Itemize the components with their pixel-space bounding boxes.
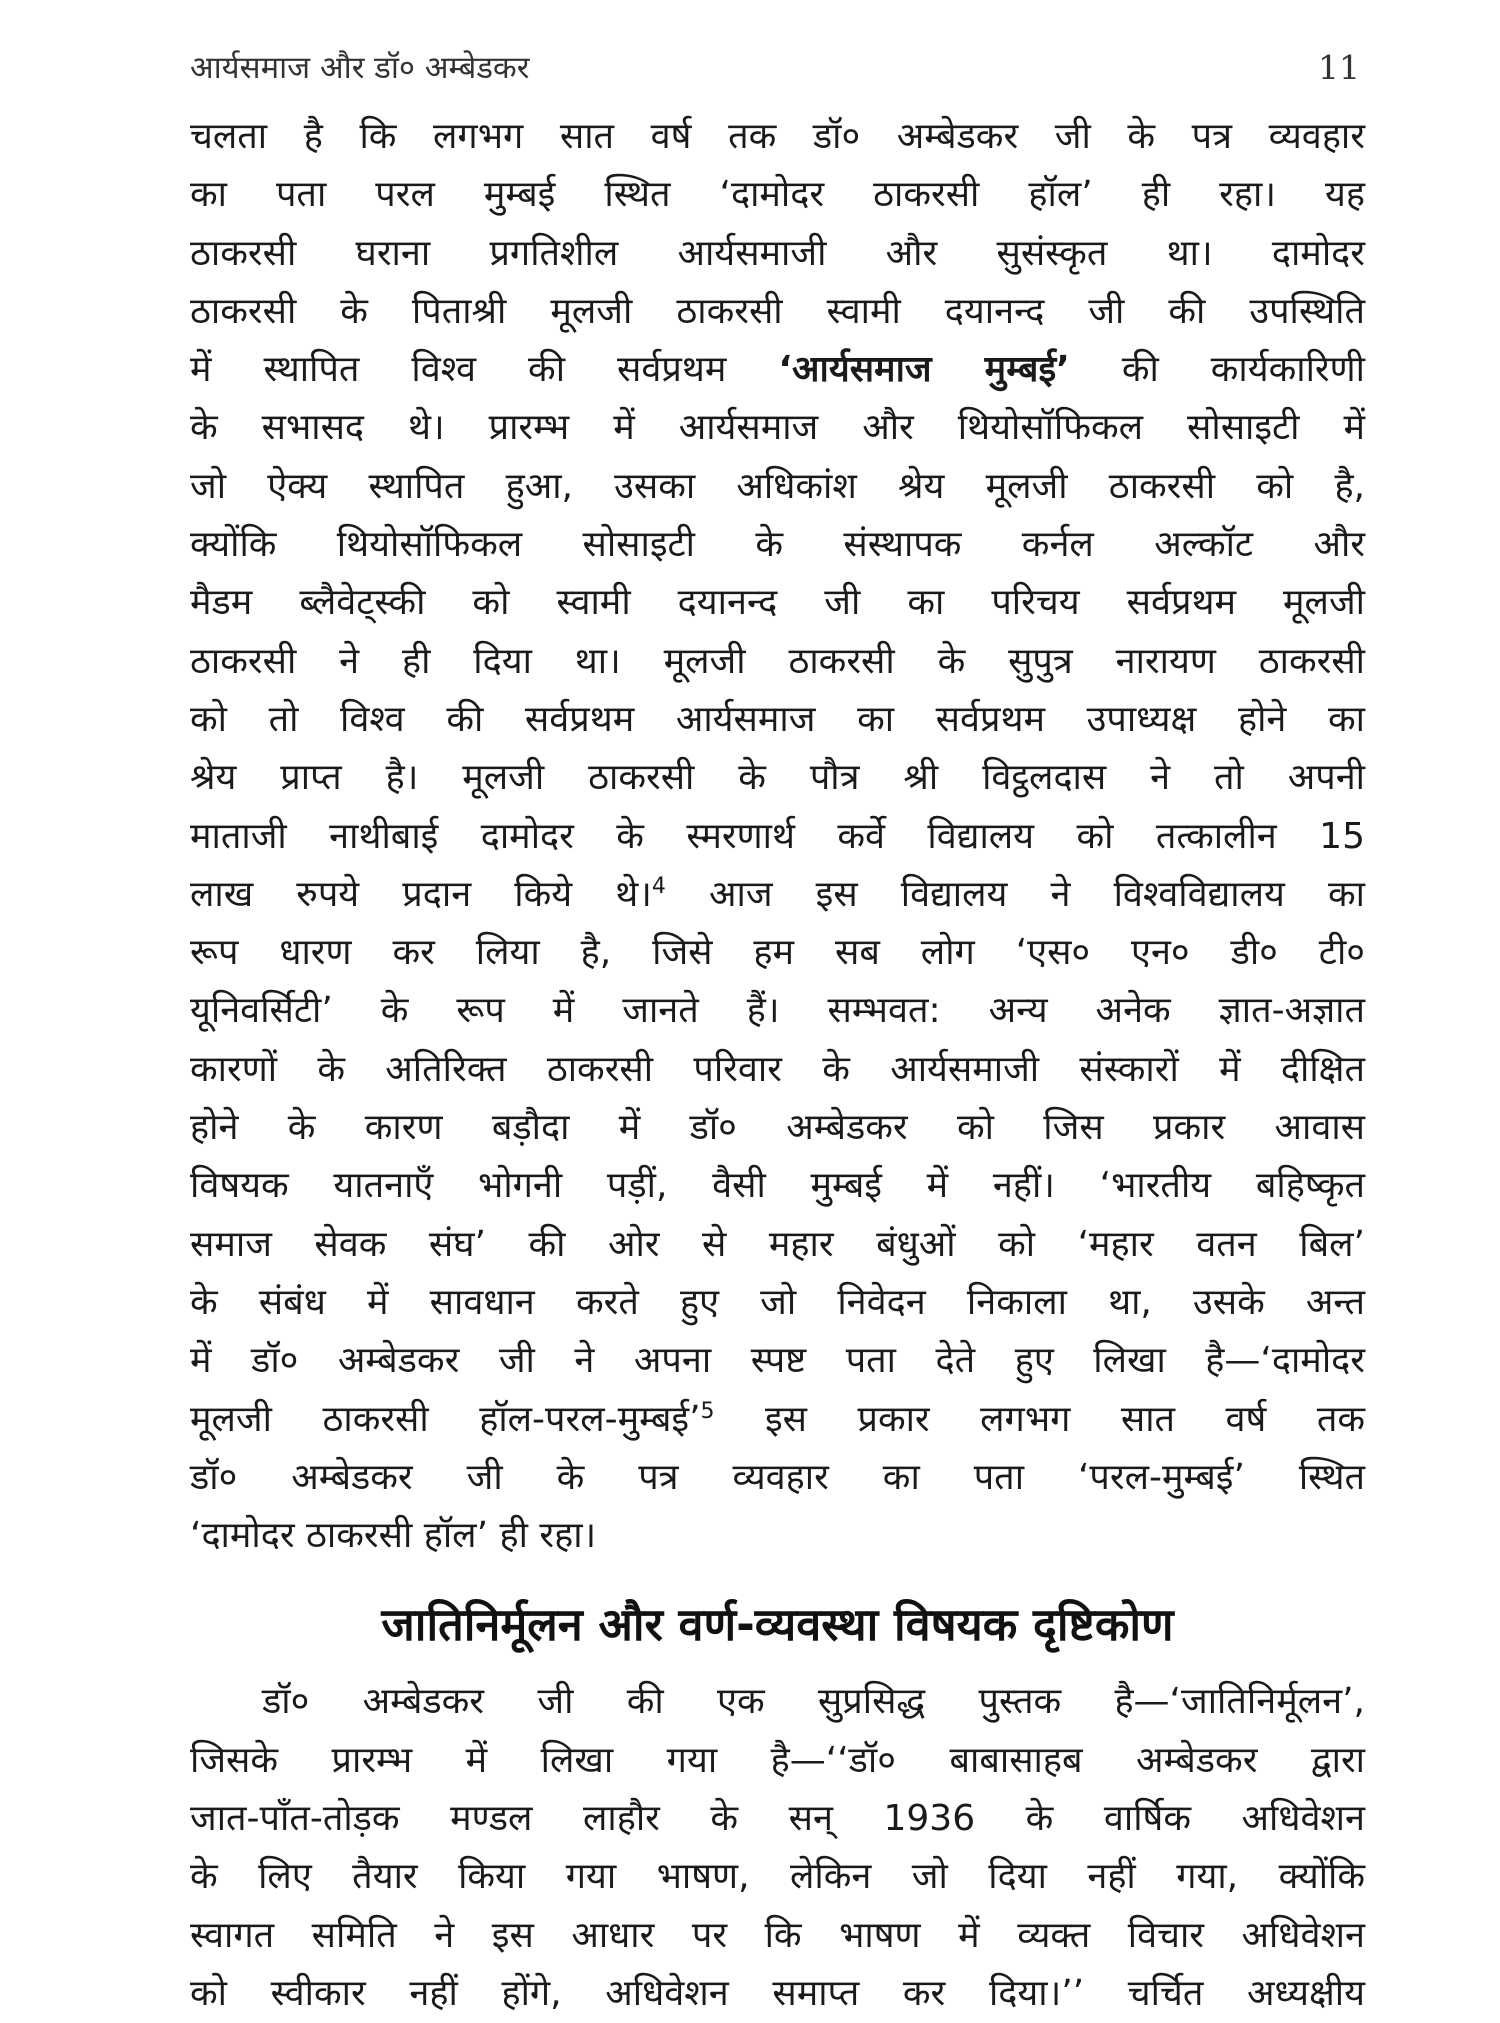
- text-line: ठाकरसी के पिताश्री मूलजी ठाकरसी स्वामी दयानन्द जी की उपस्थिति: [190, 290, 1365, 332]
- text-line: होने के कारण बड़ौदा में डॉ० अम्बेडकर को जिस प्रकार आवास: [190, 1107, 1365, 1149]
- body-text: [190, 108, 1365, 2023]
- text-line: मैडम ब्लैवेट्स्की को स्वामी दयानन्द जी का परिचय सर्वप्रथम मूलजी: [190, 582, 1365, 624]
- text-line: चलता है कि लगभग सात वर्ष तक डॉ० अम्बेडकर जी के पत्र व्यवहार: [190, 116, 1365, 157]
- paragraph-1: [190, 108, 1365, 1565]
- text-line: [190, 341, 1365, 399]
- text-line: क्योंकि थियोसॉफिकल सोसाइटी के संस्थापक कर्नल अल्कॉट और: [190, 524, 1365, 566]
- line-text: लाख रुपये प्रदान किये थे।: [190, 873, 652, 915]
- paragraph-2: [190, 1673, 1365, 2023]
- text-line: के सभासद थे। प्रारम्भ में आर्यसमाज और थियोसॉफिकल सोसाइटी में: [190, 407, 1365, 449]
- text-line: का पता परल मुम्बई स्थित ‘दामोदर ठाकरसी हॉल’ ही रहा। यह: [190, 174, 1365, 216]
- line-text: की कार्यकारिणी: [1069, 349, 1365, 391]
- text-line: ठाकरसी ने ही दिया था। मूलजी ठाकरसी के सुपुत्र नारायण ठाकरसी: [190, 640, 1365, 682]
- text-line: समाज सेवक संघ’ की ओर से महार बंधुओं को ‘महार वतन बिल’: [190, 1223, 1365, 1265]
- footnote-marker: 4: [651, 873, 666, 899]
- section-heading: जातिनिर्मूलन और वर्ण-व्यवस्था विषयक दृष्टिकोण: [381, 1598, 1174, 1652]
- running-header: [190, 42, 1360, 92]
- text-line: के लिए तैयार किया गया भाषण, लेकिन जो दिया नहीं गया, क्योंकि: [190, 1856, 1365, 1898]
- text-line: रूप धारण कर लिया है, जिसे हम सब लोग ‘एस० एन० डी० टी०: [190, 932, 1365, 974]
- text-line: माताजी नाथीबाई दामोदर के स्मरणार्थ कर्वे विद्यालय को तत्कालीन 15: [190, 815, 1365, 857]
- running-title: आर्यसमाज और डॉ० अम्बेडकर: [190, 50, 530, 86]
- text-line: को तो विश्व की सर्वप्रथम आर्यसमाज का सर्वप्रथम उपाध्यक्ष होने का: [190, 698, 1365, 740]
- text-line: जो ऐक्य स्थापित हुआ, उसका अधिकांश श्रेय मूलजी ठाकरसी को है,: [190, 465, 1365, 507]
- line-text: में स्थापित विश्व की सर्वप्रथम: [190, 349, 779, 391]
- text-line: के संबंध में सावधान करते हुए जो निवेदन निकाला था, उसके अन्त: [190, 1281, 1365, 1323]
- text-line: में डॉ० अम्बेडकर जी ने अपना स्पष्ट पता देते हुए लिखा है—‘दामोदर: [190, 1340, 1365, 1382]
- text-line: श्रेय प्राप्त है। मूलजी ठाकरसी के पौत्र श्री विट्ठलदास ने तो अपनी: [190, 757, 1365, 799]
- text-line: [190, 1391, 1365, 1449]
- text-line: स्वागत समिति ने इस आधार पर कि भाषण में व्यक्त विचार अधिवेशन: [190, 1914, 1365, 1956]
- line-text: मूलजी ठाकरसी हॉल-परल-मुम्बई’: [190, 1398, 701, 1440]
- text-line: जिसके प्रारम्भ में लिखा गया है—‘‘डॉ० बाबासाहब अम्बेडकर द्वारा: [190, 1739, 1365, 1781]
- text-line: डॉ० अम्बेडकर जी के पत्र व्यवहार का पता ‘परल-मुम्बई’ स्थित: [190, 1456, 1365, 1498]
- bold-organization-name: ‘आर्यसमाज मुम्बई’: [778, 349, 1070, 391]
- page-number: 11: [1318, 47, 1360, 87]
- text-line: डॉ० अम्बेडकर जी की एक सुप्रसिद्ध पुस्तक है—‘जातिनिर्मूलन’,: [262, 1681, 1365, 1723]
- footnote-marker: 5: [700, 1398, 715, 1424]
- text-line: यूनिवर्सिटी’ के रूप में जानते हैं। सम्भवत: अन्य अनेक ज्ञात-अज्ञात: [190, 990, 1365, 1032]
- line-text: इस प्रकार लगभग सात वर्ष तक: [714, 1398, 1365, 1440]
- text-line: जात-पाँत-तोड़क मण्डल लाहौर के सन् 1936 के वार्षिक अधिवेशन: [190, 1798, 1365, 1840]
- text-line: विषयक यातनाएँ भोगनी पड़ीं, वैसी मुम्बई में नहीं। ‘भारतीय बहिष्कृत: [190, 1165, 1365, 1207]
- text-line: ठाकरसी घराना प्रगतिशील आर्यसमाजी और सुसंस्कृत था। दामोदर: [190, 232, 1365, 274]
- line-text: आज इस विद्यालय ने विश्वविद्यालय का: [665, 873, 1365, 915]
- text-line: को स्वीकार नहीं होंगे, अधिवेशन समाप्त कर दिया।’’ चर्चित अध्यक्षीय: [190, 1972, 1365, 2014]
- text-line: [190, 866, 1365, 924]
- text-line-last: ‘दामोदर ठाकरसी हॉल’ ही रहा।: [190, 1515, 597, 1557]
- text-line: कारणों के अतिरिक्त ठाकरसी परिवार के आर्यसमाजी संस्कारों में दीक्षित: [190, 1048, 1365, 1090]
